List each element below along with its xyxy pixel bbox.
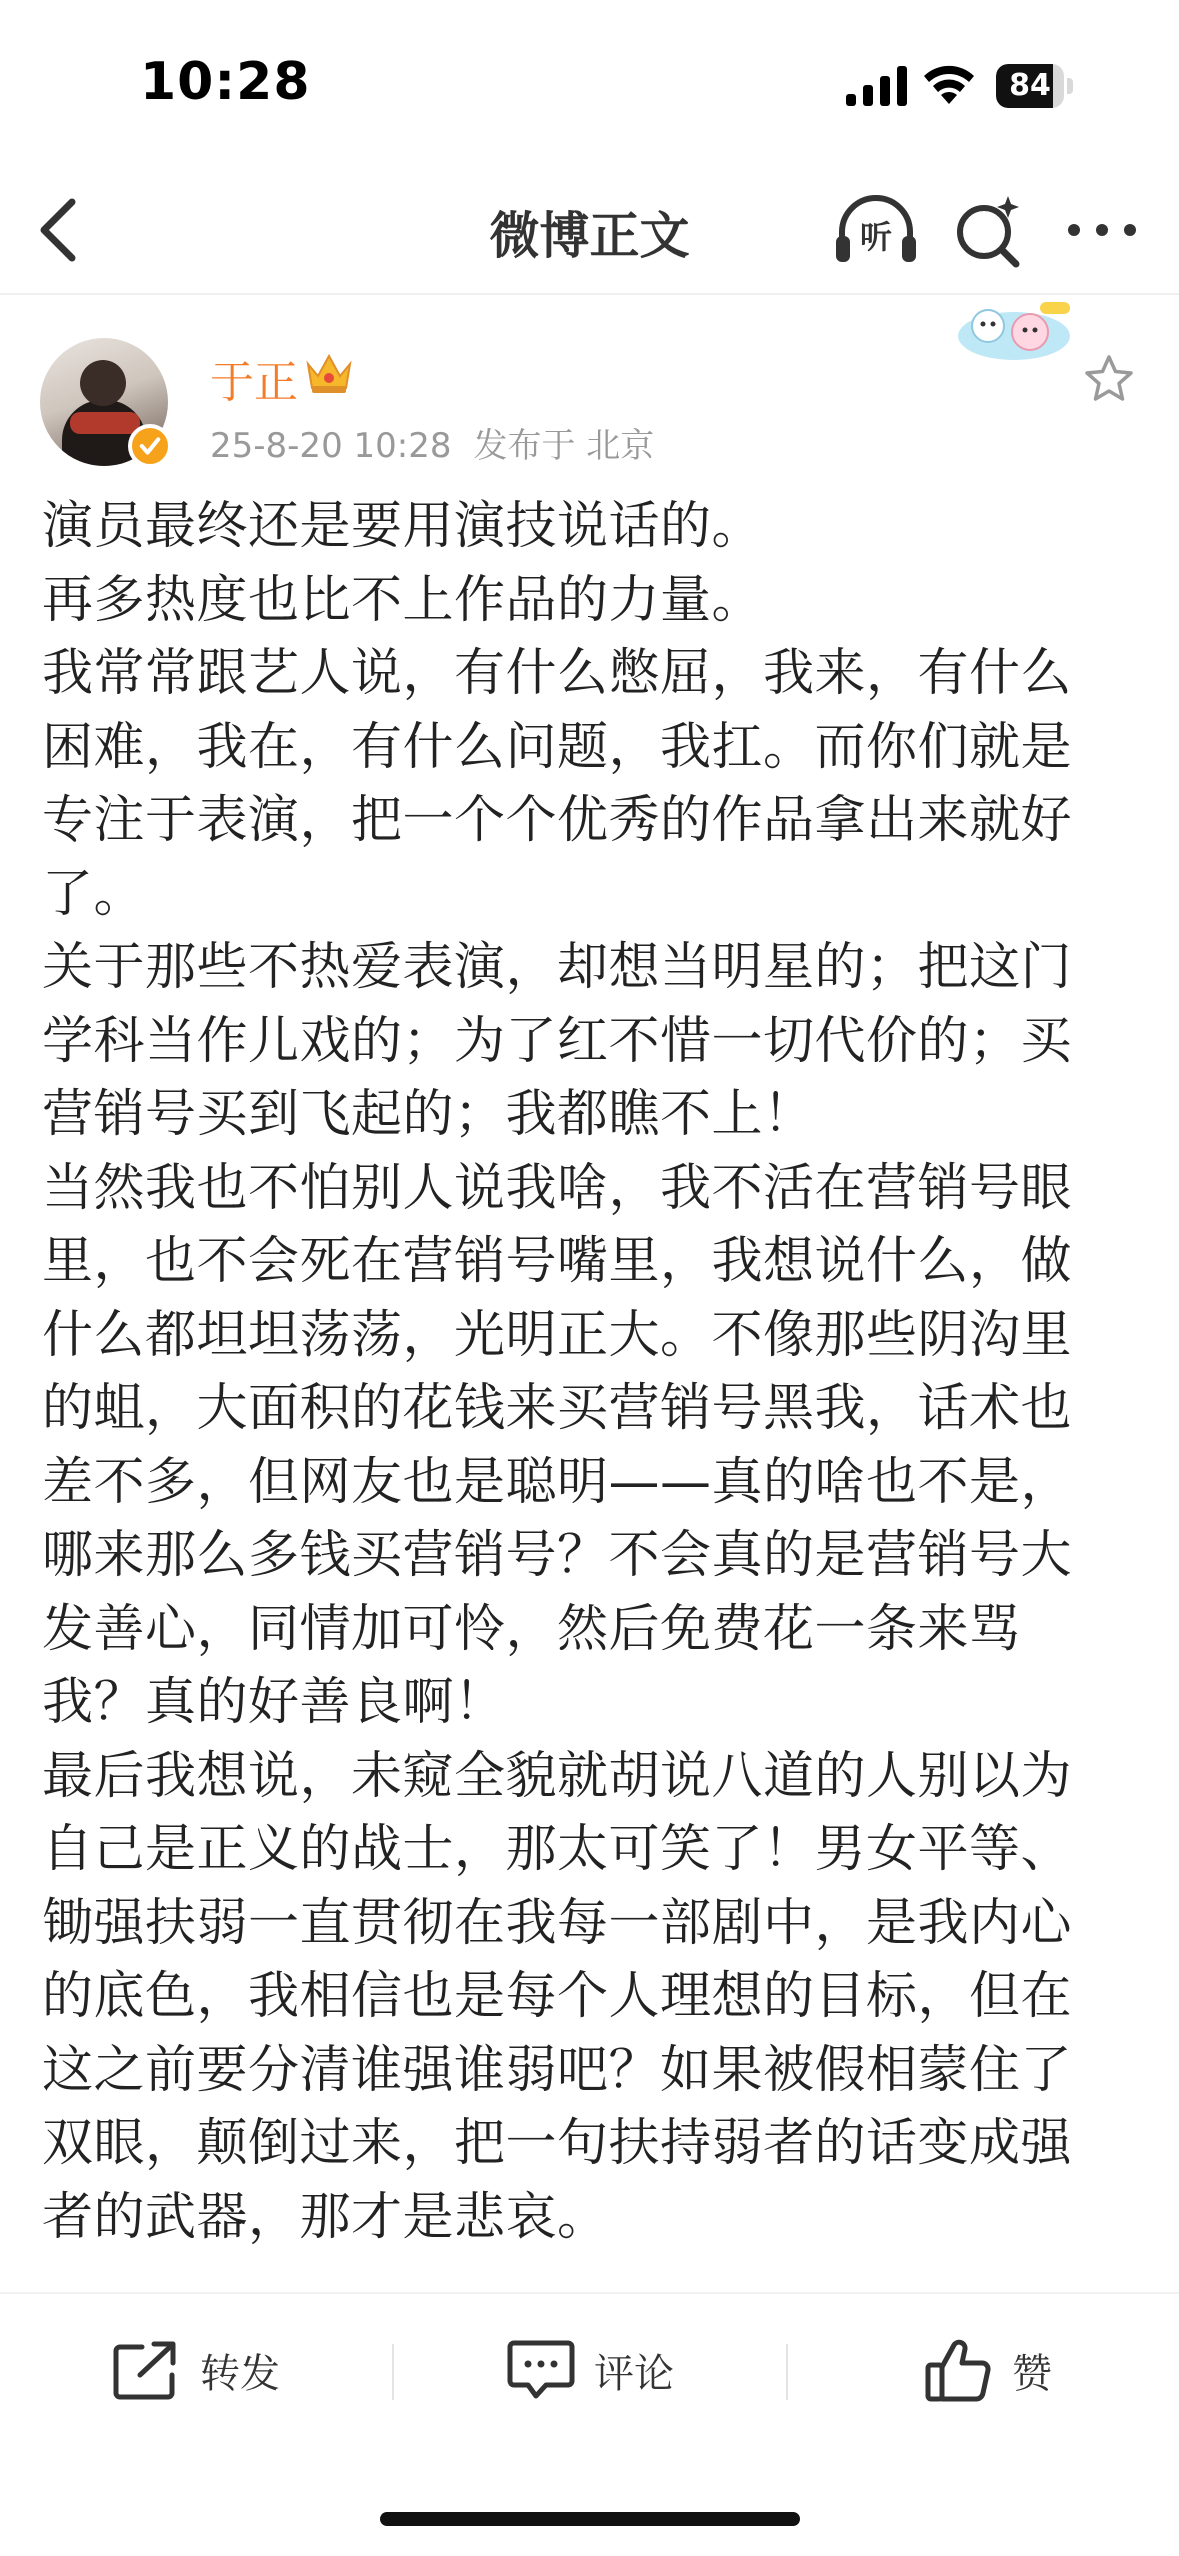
nav-divider [0,293,1179,295]
repost-icon [112,2339,182,2401]
author-name[interactable]: 于正 [210,357,298,408]
post-text-line: 哪来那么多钱买营销号？不会真的是营销号大 [42,1526,1073,1585]
listen-label: 听 [859,218,892,256]
post-body [42,490,1132,2254]
post-text-line: 再多热度也比不上作品的力量。 [42,570,764,630]
post-text-line: 的底色，我相信也是每个人理想的目标，但在 [42,1967,1073,2026]
like-button[interactable] [924,2330,1052,2410]
post-text-line: 什么都坦坦荡荡，光明正大。不像那些阴沟里 [42,1305,1073,1365]
home-indicator [380,2512,800,2526]
post-text-line: 演员最终还是要用演技说话的。 [42,497,764,556]
post-text-line: 关于那些不热爱表演，却想当明星的；把这门 [42,938,1073,997]
post-text-line: 我常常跟艺人说，有什么憋屈，我来，有什么 [42,644,1073,703]
action-separator [392,2344,394,2400]
repost-button[interactable] [112,2330,280,2410]
nav-bar [0,170,1179,290]
repost-label: 转发 [200,2350,280,2397]
post-location: 发布于 北京 [473,426,655,466]
wifi-icon [922,62,976,106]
signal-icon [846,66,908,106]
post-text-line: 锄强扶弱一直贯彻在我每一部剧中，是我内心 [42,1893,1073,1953]
avatar-head [80,360,126,406]
post-text-line: 者的武器，那才是悲哀。 [42,2187,609,2247]
like-label: 赞 [1012,2350,1052,2397]
post-text-line: 自己是正义的战士，那太可笑了！男女平等、 [42,1820,1073,1879]
status-bar [0,0,1179,170]
post-text-line: 差不多，但网友也是聪明——真的啥也不是， [42,1452,1073,1512]
avatar-scarf [70,412,140,434]
battery-icon [996,64,1076,108]
post-text-line: 当然我也不怕别人说我啥，我不活在营销号眼 [42,1158,1073,1218]
page-title: 微博正文 [489,207,690,265]
battery-percent: 84 [1009,68,1051,103]
sticker-icon [956,296,1072,362]
comment-icon [506,2339,576,2401]
post-text-line: 我？真的好善良啊！ [42,1673,506,1732]
post-text-line: 困难，我在，有什么问题，我扛。而你们就是 [42,717,1073,777]
post-text-line: 里，也不会死在营销号嘴里，我想说什么，做 [42,1232,1073,1291]
verified-icon [128,424,172,468]
search-icon[interactable] [952,190,1026,270]
post-text-line: 营销号买到飞起的；我都瞧不上！ [42,1085,815,1144]
comment-label: 评论 [594,2350,674,2397]
post-timestamp: 25-8-20 10:28 [210,426,452,466]
more-icon[interactable] [1062,200,1142,260]
post-text-line: 发善心，同情加可怜，然后免费花一条来骂 [42,1599,1021,1659]
post-text-line: 这之前要分清谁强谁弱吧？如果被假相蒙住了 [42,2040,1073,2100]
status-time: 10:28 [140,52,311,112]
post-text-line: 学科当作儿戏的；为了红不惜一切代价的；买 [42,1011,1073,1071]
battery-cap [1067,78,1073,94]
back-arrow-icon[interactable] [28,192,88,268]
post-text-line: 了。 [42,864,146,924]
action-separator [786,2344,788,2400]
post-text-line: 的蛆，大面积的花钱来买营销号黑我，话术也 [42,1379,1073,1438]
action-bar [0,2294,1179,2454]
crown-icon[interactable] [304,350,354,396]
post-text-line: 专注于表演，把一个个优秀的作品拿出来就好 [42,791,1073,850]
star-icon[interactable] [1082,352,1136,406]
post-meta [210,418,676,467]
comment-button[interactable] [506,2330,674,2410]
battery-body [996,64,1064,108]
like-icon [924,2337,994,2403]
listen-button[interactable] [834,192,918,268]
post-text-line: 最后我想说，未窥全貌就胡说八道的人别以为 [42,1746,1073,1806]
post-text-line: 双眼，颠倒过来，把一句扶持弱者的话变成强 [42,2114,1073,2173]
